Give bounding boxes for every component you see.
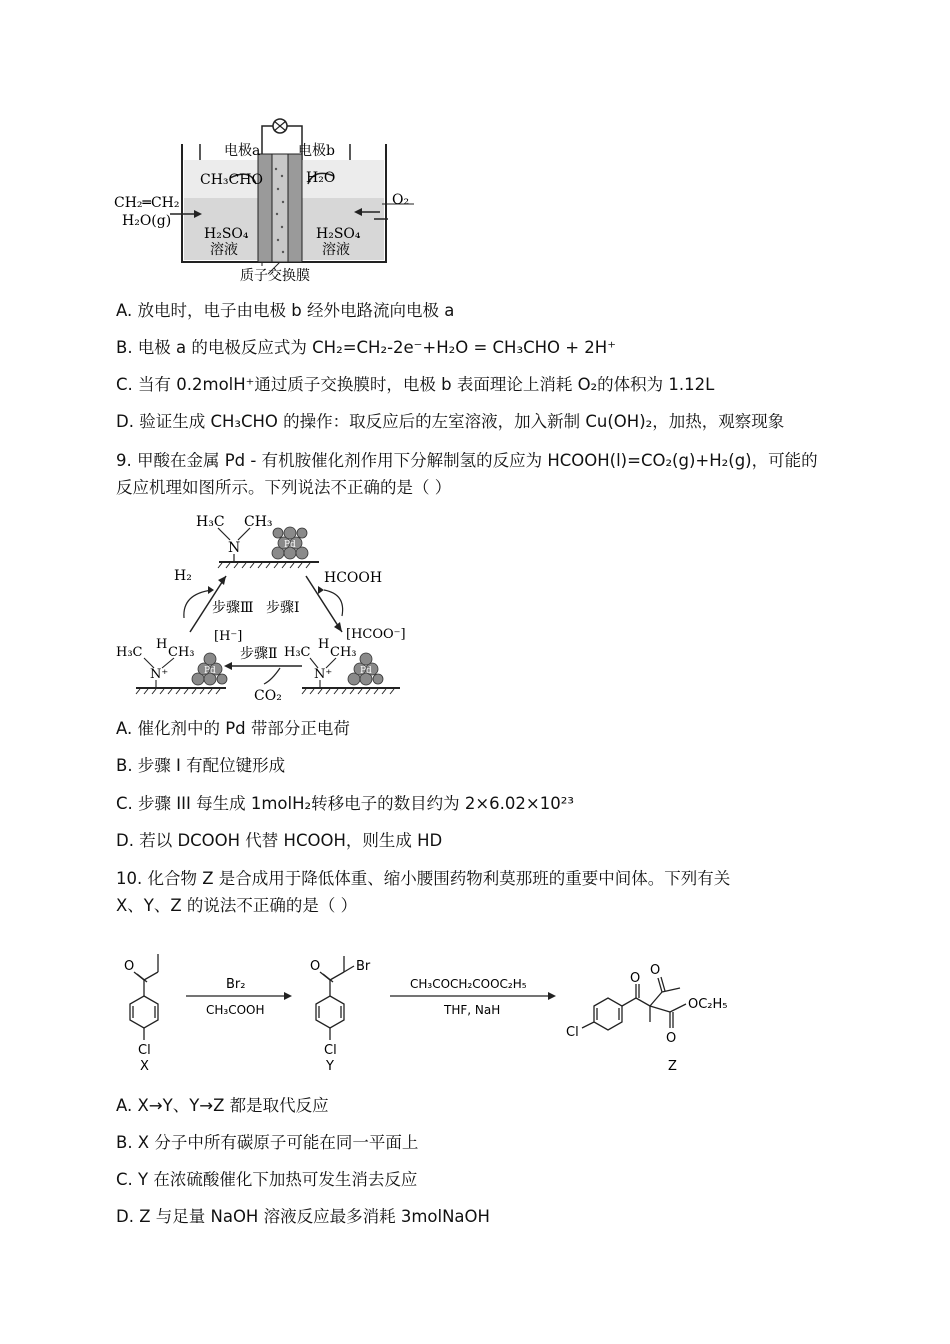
left-reactant: CH₂═CH₂: [114, 195, 180, 211]
q10-stem-line2: X、Y、Z 的说法不正确的是（ ）: [116, 896, 358, 915]
x-cl: Cl: [138, 1043, 151, 1058]
fuel-cell-diagram: [112, 114, 422, 286]
y-cl: Cl: [324, 1043, 337, 1058]
q9-stem-line2: 反应机理如图所示。下列说法不正确的是（ ）: [116, 478, 452, 497]
co2-label: CO₂: [254, 688, 282, 704]
hminus-label: [H⁻]: [214, 629, 243, 644]
reagent2-top: CH₃COCH₂COOC₂H₅: [410, 977, 527, 991]
q9-option-d: D. 若以 DCOOH 代替 HCOOH，则生成 HD: [116, 831, 443, 850]
left-ch3: CH₃: [168, 645, 195, 660]
q10-stem-line1: 10. 化合物 Z 是合成用于降低体重、缩小腰围药物利莫那班的重要中间体。下列有关: [116, 869, 731, 888]
right-reactant: O₂: [392, 192, 410, 208]
step2-label: 步骤Ⅱ: [240, 646, 278, 662]
left-solution-2: 溶液: [210, 242, 238, 258]
hcooh-label: HCOOH: [324, 570, 383, 586]
pd-label-top: Pd: [284, 540, 296, 550]
q10-option-a: A. X→Y、Y→Z 都是取代反应: [116, 1096, 329, 1115]
reagent1-bottom: CH₃COOH: [206, 1003, 265, 1017]
x-label: X: [140, 1059, 149, 1074]
q10-option-d: D. Z 与足量 NaOH 溶液反应最多消耗 3molNaOH: [116, 1207, 490, 1226]
right-solution-2: 溶液: [322, 242, 350, 258]
step3-label: 步骤Ⅲ: [212, 600, 254, 616]
step1-label: 步骤Ⅰ: [266, 600, 300, 616]
left-nplus: N⁺: [150, 667, 169, 682]
right-product: H₂O: [306, 170, 336, 186]
q8-option-c: C. 当有 0.2molH⁺通过质子交换膜时，电极 b 表面理论上消耗 O₂的体积为 1.12L: [116, 375, 715, 394]
left-solution-1: H₂SO₄: [204, 226, 249, 242]
right-solution-1: H₂SO₄: [316, 226, 361, 242]
z-ketone-o: O: [630, 971, 641, 986]
z-acetyl-o: O: [650, 963, 661, 978]
q9-option-c: C. 步骤 III 每生成 1molH₂转移电子的数目约为 2×6.02×10²³: [116, 794, 574, 813]
z-label: Z: [668, 1059, 677, 1074]
pd-label-right: Pd: [360, 666, 372, 676]
q9-option-b: B. 步骤 I 有配位键形成: [116, 756, 286, 775]
y-br: Br: [356, 959, 371, 974]
z-oc2h5: OC₂H₅: [688, 997, 728, 1012]
electrode-a-label: 电极a: [224, 143, 261, 159]
catalyst-bottom-left: [116, 637, 227, 694]
top-h3c: H₃C: [196, 514, 225, 530]
reagent1-top: Br₂: [226, 977, 246, 992]
h2-label: H₂: [174, 568, 192, 584]
q10-option-b: B. X 分子中所有碳原子可能在同一平面上: [116, 1133, 419, 1152]
left-h3c: H₃C: [116, 645, 143, 660]
q10-option-c: C. Y 在浓硫酸催化下加热可发生消去反应: [116, 1170, 418, 1189]
right-nplus: N⁺: [314, 667, 333, 682]
left-h: H: [156, 637, 168, 652]
right-ch3: CH₃: [330, 645, 357, 660]
pd-label-left: Pd: [204, 666, 216, 676]
reaction-scheme: [114, 944, 794, 1080]
catalyst-top: [196, 514, 319, 568]
x-o: O: [124, 959, 135, 974]
z-cl: Cl: [566, 1025, 579, 1040]
left-water: H₂O(g): [122, 213, 172, 229]
y-label: Y: [326, 1059, 334, 1074]
membrane-label: 质子交换膜: [240, 268, 310, 284]
electrode-b-label: 电极b: [298, 143, 335, 159]
right-h3c: H₃C: [284, 645, 311, 660]
mechanism-diagram: [114, 506, 414, 706]
right-h: H: [318, 637, 330, 652]
top-n: N: [228, 540, 241, 556]
y-o: O: [310, 959, 321, 974]
z-ester-o: O: [666, 1031, 677, 1046]
top-ch3: CH₃: [244, 514, 273, 530]
molecule-y: [316, 956, 354, 1040]
q8-option-d: D. 验证生成 CH₃CHO 的操作：取反应后的左室溶液，加入新制 Cu(OH)₂，加热，观察现象: [116, 412, 785, 431]
reagent2-bottom: THF, NaH: [444, 1003, 501, 1017]
q8-option-b: B. 电极 a 的电极反应式为 CH₂=CH₂-2e⁻+H₂O = CH₃CHO + 2H⁺: [116, 338, 616, 357]
q9-option-a: A. 催化剂中的 Pd 带部分正电荷: [116, 719, 350, 738]
left-product: CH₃CHO: [200, 172, 263, 188]
q9-stem-line1: 9. 甲酸在金属 Pd - 有机胺催化剂作用下分解制氢的反应为 HCOOH(l)=CO₂(g)+H₂(g)，可能的: [116, 451, 818, 470]
hcoo-label: [HCOO⁻]: [346, 627, 406, 642]
q8-option-a: A. 放电时，电子由电极 b 经外电路流向电极 a: [116, 301, 455, 320]
